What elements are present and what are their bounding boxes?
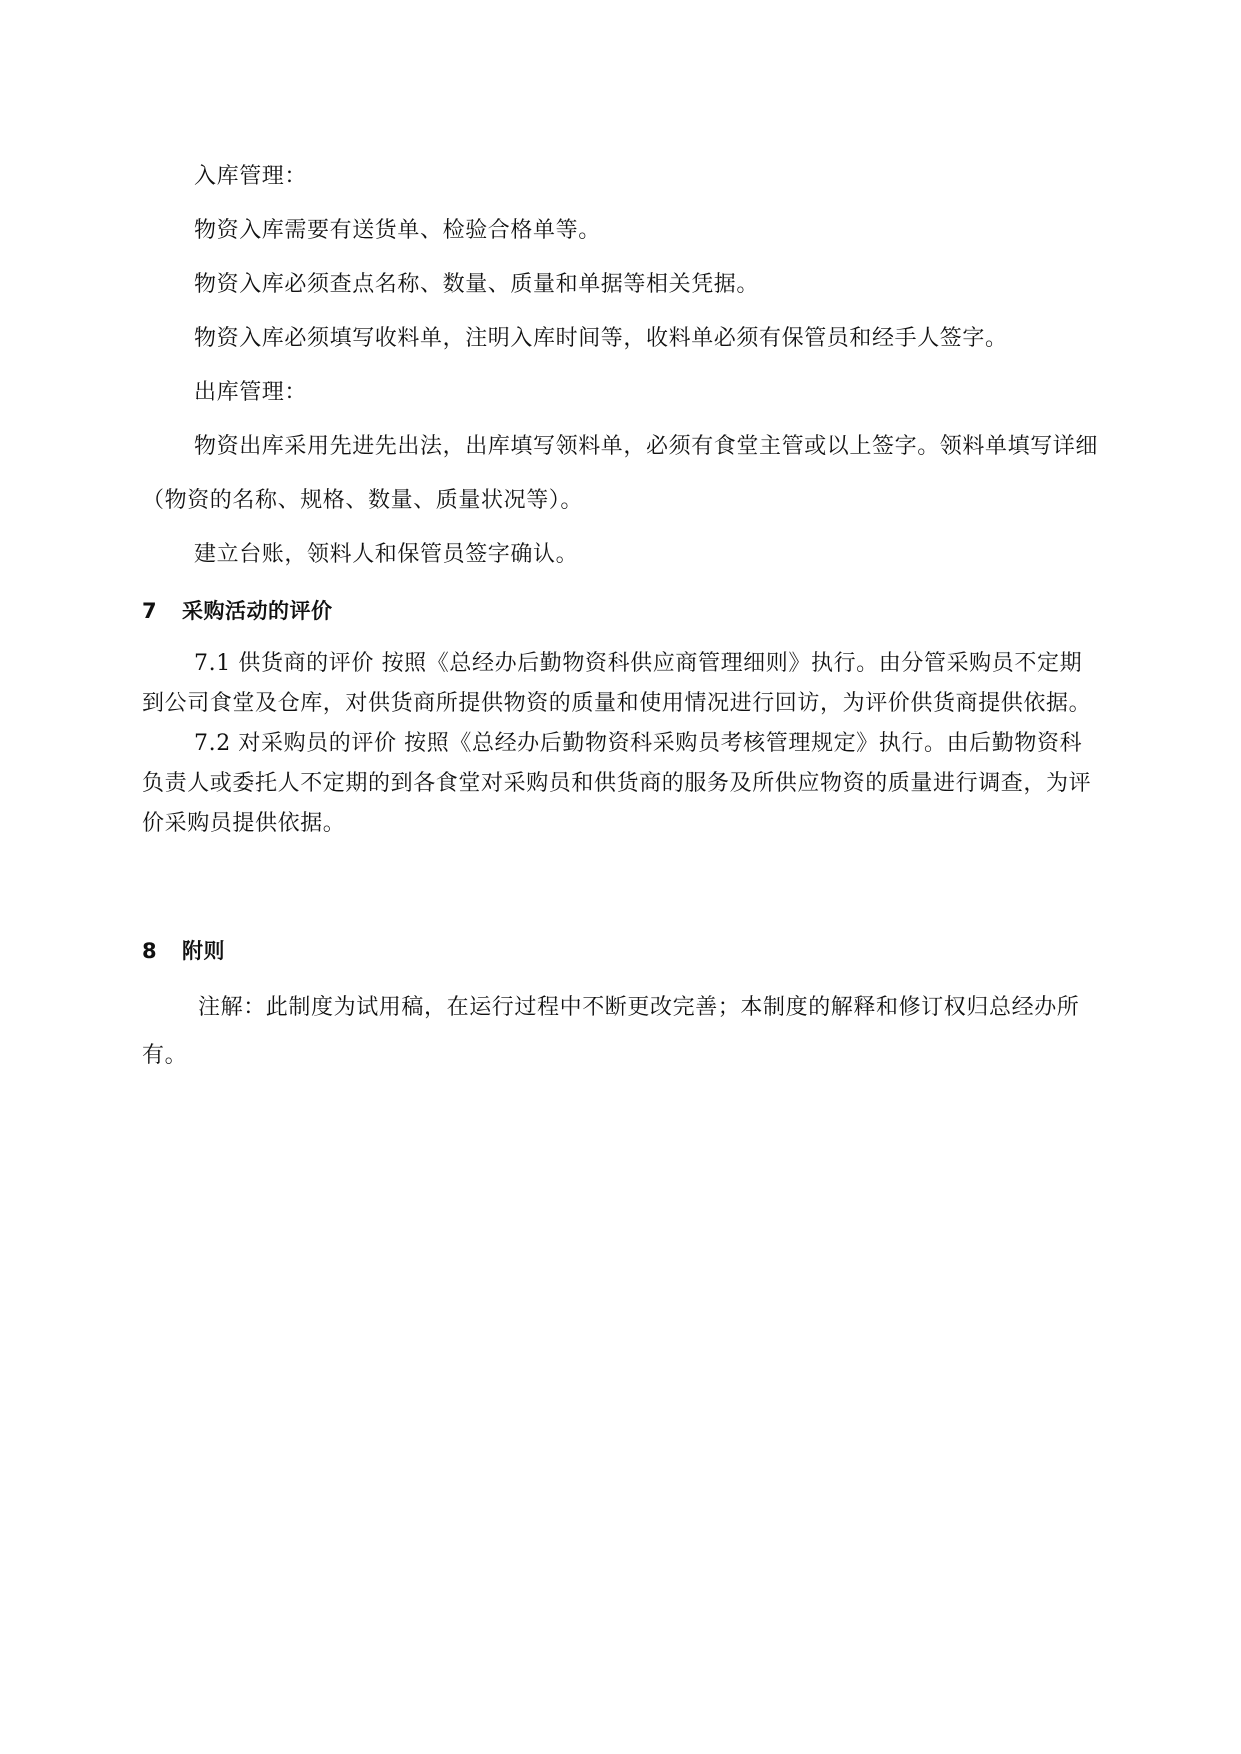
- evaluation-item-1: 7.1 供货商的评价 按照《总经办后勤物资科供应商管理细则》执行。由分管采购员不定期到公司食堂及仓库，对供货商所提供物资的质量和使用情况进行回访，为评价供货商提供依据。: [142, 651, 1092, 716]
- outbound-title: 出库管理：: [194, 380, 308, 405]
- inbound-section: [142, 150, 1102, 366]
- section-8-number: 8: [142, 939, 158, 963]
- outbound-section: [142, 366, 1102, 582]
- outbound-item-2: 建立台账，领料人和保管员签字确认。: [194, 542, 579, 567]
- section-8-title: 附则: [182, 939, 225, 963]
- section-7-title: 采购活动的评价: [182, 599, 333, 623]
- section-7-heading: [142, 596, 333, 626]
- section-7-number: 7: [142, 599, 158, 623]
- evaluation-item-2: 7.2 对采购员的评价 按照《总经办后勤物资科采购员考核管理规定》执行。由后勤物资科负责人或委托人不定期的到各食堂对采购员和供货商的服务及所供应物资的质量进行调查，为评价采购员提供依据。: [142, 731, 1092, 836]
- appendix-section: [142, 984, 1102, 1080]
- appendix-note: 注解：此制度为试用稿，在运行过程中不断更改完善；本制度的解释和修订权归总经办所有。: [142, 995, 1080, 1068]
- inbound-title: 入库管理：: [194, 164, 308, 189]
- outbound-item-1: 物资出库采用先进先出法，出库填写领料单，必须有食堂主管或以上签字。领料单填写详细（物资的名称、规格、数量、质量状况等）。: [142, 434, 1099, 513]
- inbound-item-2: 物资入库必须查点名称、数量、质量和单据等相关凭据。: [194, 272, 760, 297]
- section-8-heading: [142, 936, 225, 966]
- evaluation-section: [142, 644, 1102, 844]
- inbound-item-1: 物资入库需要有送货单、检验合格单等。: [194, 218, 601, 243]
- inbound-item-3: 物资入库必须填写收料单，注明入库时间等，收料单必须有保管员和经手人签字。: [194, 326, 1008, 351]
